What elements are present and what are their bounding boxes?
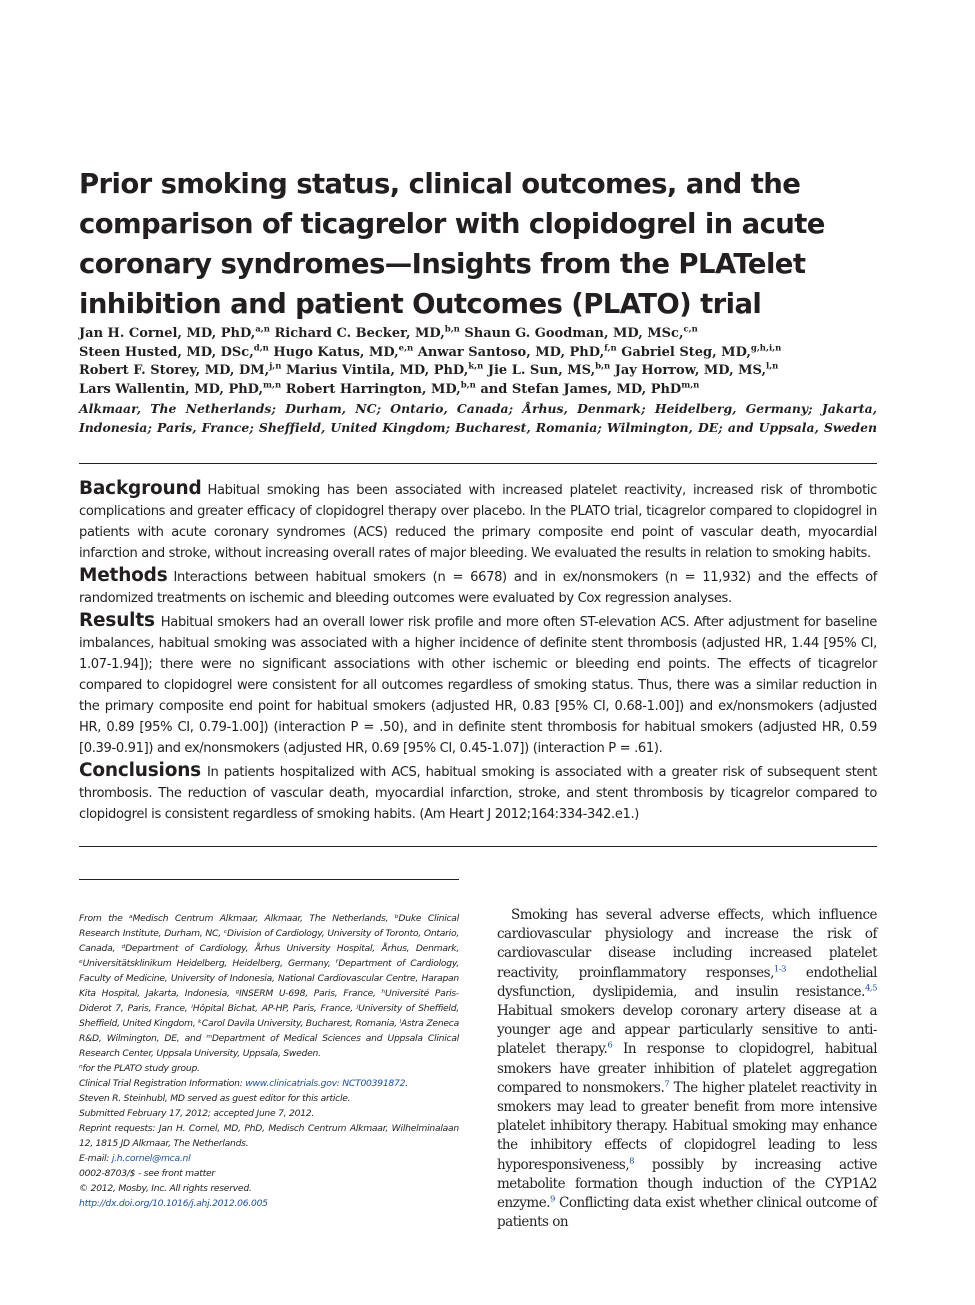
affiliations	[79, 400, 877, 437]
author: Anwar Santoso, MD, PhD,$^{f,n}$	[417, 343, 617, 360]
footnote-doi	[79, 1196, 459, 1211]
section-heading: Results	[79, 610, 155, 631]
footnote-affiliations: From the ᵃMedisch Centrum Alkmaar, Alkmaar, The Netherlands, ᵇDuke Clinical Research Institute, Durham, NC, ᶜDivision of Cardiology, University of Toronto, Ontario, Canada, ᵈDepartment of Cardiology, Århus University Hospital, Århus, Denmark, ᵉUniversitätsklinikum Heidelberg, Heidelberg, Germany, ᶠDepartment of Cardiology, Faculty of Medicine, University of Indonesia, National Cardiovascular Centre, Harapan Kita Hospital, Jakarta, Indonesia, ᵍINSERM U-698, Paris, France, ʰUniversité Paris-Diderot 7, Paris, France, ⁱHôpital Bichat, AP-HP, Paris, France, ʲUniversity of Sheffield, Sheffield, United Kingdom, ᵏCarol Davila University, Bucharest, Romania, ˡAstra Zeneca R&D, Wilmington, DE, and ᵐDepartment of Medical Sciences and Uppsala Clinical Research Center, Uppsala University, Uppsala, Sweden.	[79, 913, 459, 1059]
abstract-background: Background Habitual smoking has been associated with increased platelet reactivity, increased risk of thrombotic complications and greater efficacy of clopidogrel therapy over placebo. In the PLATO trial, ticagrelor compared to clopidogrel in patients with acute coronary syndromes (ACS) reduced the primary composite end point of vascular death, myocardial infarction and stroke, without increasing overall rates of major bleeding. We evaluated the results in relation to smoking habits.	[79, 478, 877, 561]
doi-link[interactable]: http://dx.doi.org/10.1016/j.ahj.2012.06.005	[79, 1198, 268, 1209]
section-heading: Methods	[79, 565, 168, 586]
footnote-issn: 0002-8703/$ - see front matter	[79, 1168, 215, 1179]
author: Robert F. Storey, MD, DM,$^{j,n}$	[79, 361, 282, 378]
body-text-column	[497, 906, 877, 1232]
affiliation-line: Alkmaar, The Netherlands; Durham, NC; Ontario, Canada; Århus, Denmark; Heidelberg, Germany; Jakarta,	[79, 401, 877, 416]
email-link[interactable]: j.h.cornel@mca.nl	[111, 1153, 191, 1164]
author-list	[79, 325, 879, 399]
divider-bottom	[79, 846, 877, 847]
footnote-registration: Clinical Trial Registration Information: www.clinicatrials.gov: NCT00391872.	[79, 1078, 408, 1089]
citation[interactable]: 1-3	[773, 964, 787, 975]
citation[interactable]: 9	[550, 1194, 555, 1205]
author: Steen Husted, MD, DSc,$^{d,n}$	[79, 343, 269, 360]
section-heading: Conclusions	[79, 760, 201, 781]
abstract	[79, 478, 877, 826]
author: Gabriel Steg, MD,$^{g,h,i,n}$	[621, 343, 782, 360]
citation[interactable]: 7	[664, 1079, 670, 1090]
author: Robert Harrington, MD,$^{b,n}$	[285, 380, 476, 397]
affiliation-line: Indonesia; Paris, France; Sheffield, United Kingdom; Bucharest, Romania; Wilmington, DE; and Uppsala, Sweden	[79, 419, 877, 435]
footnote-email: E-mail: j.h.cornel@mca.nl	[79, 1153, 191, 1164]
footnote-copyright: © 2012, Mosby, Inc. All rights reserved.	[79, 1183, 252, 1194]
citation[interactable]: 6	[607, 1040, 613, 1051]
author: Marius Vintila, MD, PhD,$^{k,n}$	[285, 361, 484, 378]
citation[interactable]: 4,5	[864, 983, 877, 994]
author: Shaun G. Goodman, MD, MSc,$^{c,n}$	[464, 324, 698, 341]
footnote-reprint: Reprint requests: Jan H. Cornel, MD, PhD, Medisch Centrum Alkmaar, Wilhelminalaan 12, 1815 JD Alkmaar, The Netherlands.	[79, 1123, 459, 1149]
abstract-results: Results Habitual smokers had an overall lower risk profile and more often ST-elevation ACS. After adjustment for baseline imbalances, habitual smoking was associated with a higher incidence of definite stent thrombosis (adjusted HR, 1.44 [95% CI, 1.07-1.94]); there were no significant associations with other ischemic or bleeding end points. The effects of ticagrelor compared to clopidogrel were consistent for all outcomes regardless of smoking status. Thus, there was a similar reduction in the primary composite end point for habitual smokers (adjusted HR, 0.83 [95% CI, 0.68-1.00]) and ex/nonsmokers (adjusted HR, 0.89 [95% CI, 0.79-1.00]) (interaction P = .50), and in definite stent thrombosis for habitual smokers (adjusted HR, 0.59 [0.39-0.91]) and ex/nonsmokers (adjusted HR, 0.69 [95% CI, 0.45-1.07]) (interaction P = .61).	[79, 610, 877, 756]
author: Jay Horrow, MD, MS,$^{l,n}$	[614, 361, 779, 378]
author: Jan H. Cornel, MD, PhD,$^{a,n}$	[79, 324, 270, 341]
registration-link[interactable]: www.clinicatrials.gov: NCT00391872	[245, 1078, 406, 1089]
footnote-guest-editor: Steven R. Steinhubl, MD served as guest editor for this article.	[79, 1093, 351, 1104]
abstract-methods: Methods Interactions between habitual smokers (n = 6678) and in ex/nonsmokers (n = 11,932) and the effects of randomized treatments on ischemic and bleeding outcomes were evaluated by Cox regression analyses.	[79, 565, 877, 606]
author: and Stefan James, MD, PhD$^{m,n}$	[480, 380, 700, 397]
body-paragraph: Smoking has several adverse effects, which influence cardiovascular physiology and increase the risk of cardiovascular disease including increased platelet reactivity, proinflammatory responses,$^{1-3}$ endothelial dysfunction, dyslipidemia, and insulin resistance.$^{4,5}$ Habitual smokers develop coronary artery disease at a younger age and appear particularly sensitive to anti-platelet therapy.$^6$ In response to clopidogrel, habitual smokers have greater inhibition of platelet aggregation compared to nonsmokers.$^7$ The higher platelet reactivity in smokers may lead to greater benefit from more intensive platelet inhibitory therapy. Habitual smoking may enhance the inhibitory effects of clopidogrel leading to less hyporesponsiveness,$^8$ possibly by increasing active metabolite formation though induction of the CYP1A2 enzyme.$^9$ Conflicting data exist whether clinical outcome of patients on	[497, 907, 878, 1231]
citation[interactable]: 8	[629, 1156, 635, 1167]
author: Hugo Katus, MD,$^{e,n}$	[273, 343, 414, 360]
author: Lars Wallentin, MD, PhD,$^{m,n}$	[79, 380, 282, 397]
section-heading: Background	[79, 478, 202, 499]
footnote-study-group: ⁿfor the PLATO study group.	[79, 1063, 200, 1074]
footnote-submitted: Submitted February 17, 2012; accepted June 7, 2012.	[79, 1108, 315, 1119]
divider-top	[79, 463, 877, 464]
footnote-divider	[79, 879, 459, 880]
author: Jie L. Sun, MS,$^{b,n}$	[487, 361, 611, 378]
article-title: Prior smoking status, clinical outcomes, and the comparison of ticagrelor with clopidogrel in acute coronary syndromes—Insights from the PLATelet inhibition and patient Outcomes (PLATO) trial	[79, 168, 825, 320]
footnotes	[79, 911, 459, 1211]
author: Richard C. Becker, MD,$^{b,n}$	[274, 324, 460, 341]
abstract-conclusions: Conclusions In patients hospitalized with ACS, habitual smoking is associated with a greater risk of subsequent stent thrombosis. The reduction of vascular death, myocardial infarction, stroke, and stent thrombosis by ticagrelor compared to clopidogrel is consistent regardless of smoking habits. (Am Heart J 2012;164:334-342.e1.)	[79, 760, 877, 822]
